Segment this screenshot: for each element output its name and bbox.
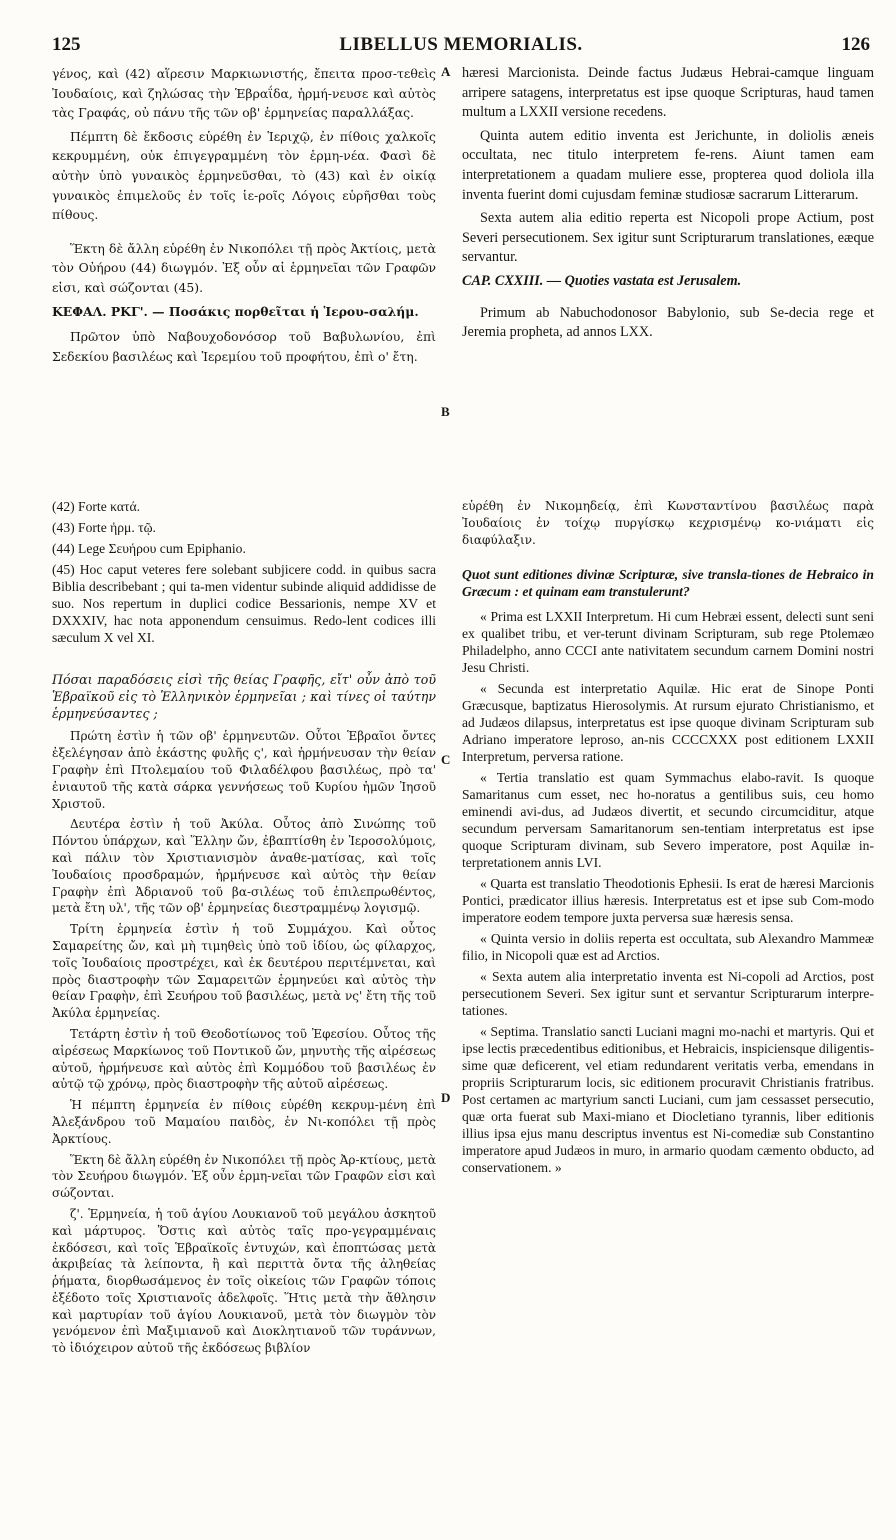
greek-paragraph: Δευτέρα ἐστὶν ἡ τοῦ Ἀκύλα. Οὗτος ἀπὸ Σινώπης τοῦ Πόντου ὑπάρχων, καὶ Ἕλλην ὤν, ἐβαπτίσθη ἐν Ἱεροσολύμοις, καὶ πάλιν τὸν Χριστιανισμὸν ἀναθε-ματίσας, καὶ τοῖς Ἰουδαίοις προσδραμών, ἡρμήνευσε καὶ αὐτὸς τὴν θείαν Γραφὴν ἐπὶ Ἀδριανοῦ τοῦ βα-σιλέως τοῦ ἐπιλεπρωθέντος, μετὰ ἔτη υλ', τῆς τῶν οβ' ἑρμηνείας διεστραμμένῳ λογισμῷ. [52, 817, 436, 916]
bottom-greek-column [52, 672, 436, 1361]
greek-paragraph: ζ'. Ἑρμηνεία, ἡ τοῦ ἁγίου Λουκιανοῦ τοῦ μεγάλου ἀσκητοῦ καὶ μάρτυρος. Ὅστις καὶ αὐτὸς ταῖς προ-γεγραμμέναις ἐκδόσεσι, καὶ τοῖς Ἑβραϊκοῖς ἐντυχών, καὶ ἐποπτώσας μετὰ ἀκριβείας τὰ λείποντα, ἢ καὶ περιττὰ ὄντα τῆς ἀληθείας ῥήματα, διορθωσάμενος ἐν τοῖς οἰκείοις τῶν Γραφῶν τόποις ἐξέδοτο τοῖς Χριστιανοῖς ἀδελφοῖς. Ἥτις μετὰ τὴν ἄθλησιν καὶ μαρτυρίαν τοῦ ἁγίου Λουκιανοῦ, μετὰ τὸν διωγμὸν τὸν γενόμενον ἐπὶ Μαξιμιανοῦ καὶ Διοκλητιανοῦ τῶν τυράννων, τὸ ἰδιόχειρον αὐτοῦ τῆς ἐκδόσεως βιβλίον [52, 1206, 436, 1356]
greek-paragraph: Ἡ πέμπτη ἑρμηνεία ἐν πίθοις εὑρέθη κεκρυμ-μένη ἐπὶ Ἀλεξάνδρου τοῦ Μαμαίου παιδὸς, ἐν Νι-κοπόλει τῇ πρὸς Ἀρκτίους. [52, 1098, 436, 1146]
margin-marker-d: D [441, 1090, 451, 1105]
greek-paragraph: γένος, καὶ (42) αἵρεσιν Μαρκιωνιστής, ἔπειτα προσ-τεθεὶς Ἰουδαίοις, καὶ ζηλώσας τὴν Ἑβραΐδα, ἡρμή-νευσε καὶ αὐτὸς τὰς Γραφάς, οὐ πάνυ τῆς τῶν οβ' ἑρμηνείας παραλλάξας. [52, 66, 436, 121]
greek-paragraph: Ἕκτη δὲ ἄλλη εὑρέθη ἐν Νικοπόλει τῇ πρὸς Ἀκτίοις, μετὰ τὸν Οὐήρου (44) διωγμόν. Ἐξ οὖν αἱ ἑρμηνεῖαι τῶν Γραφῶν εἰσι, καὶ σώζονται (45). [52, 240, 436, 295]
top-latin-column [462, 64, 874, 347]
greek-section-heading: Πόσαι παραδόσεις εἰσὶ τῆς θείας Γραφῆς, εἴτ' οὖν ἀπὸ τοῦ Ἑβραϊκοῦ εἰς τὸ Ἑλληνικὸν ἑρμηνεῖαι ; καὶ τίνες οἱ ταύτην ἑρμηνεύσαντες ; [52, 672, 436, 721]
latin-paragraph: « Sexta autem alia interpretatio inventa est Ni-copoli ad Arctios, post persecutionem Severi. Sex igitur sunt et servantur Scripturarum interpre-tationes. [462, 969, 874, 1018]
footnotes [52, 498, 436, 650]
latin-paragraph: « Quarta est translatio Theodotionis Ephesii. Is erat de hæresi Marcionis Pontici, prædicator illius hæresis. Interpretatus est et ipse sub Com-modo imperatore eodem tempore juxta perversa suæ hæresis sensa. [462, 876, 874, 925]
running-header [52, 34, 870, 58]
bottom-latin-column [462, 566, 874, 1180]
top-greek-column [52, 64, 436, 370]
latin-section-heading: Quot sunt editiones divinæ Scripturæ, sive transla-tiones de Hebraico in Græcum : et quinam eam transtulerunt? [462, 567, 874, 599]
greek-paragraph: Πέμπτη δὲ ἔκδοσις εὑρέθη ἐν Ἱεριχῷ, ἐν πίθοις χαλκοῖς κεκρυμμένη, οὐκ ἐπιγεγραμμένη τὸν ἑρμη-νέα. Φασὶ δὲ αὐτὴν ὑπὸ γυναικὸς ἑρμηνεῦσθαι, τὸ (43) καὶ ἐν οἰκίᾳ γυναικὸς ἐπιμελοῦς ἐν τοῖς ἱε-ροῖς Λόγοις εὑρῆσθαι τοὺς πίθους. [52, 128, 436, 223]
footnote: (42) Forte κατά. [52, 499, 140, 514]
margin-marker-b: B [441, 404, 450, 419]
latin-paragraph: hæresi Marcionista. Deinde factus Judæus Hebrai-camque linguam arripere satagens, interpretatus est ipse quoque Scripturas, haud tamen multum a LXXII versione recedens. [462, 65, 874, 121]
latin-paragraph: « Secunda est interpretatio Aquilæ. Hic erat de Sinope Ponti Græcusque, baptizatus Hierosolymis. At rursum ejurato Christianismo, et ad Judæos dilapsus, interpretatus est ipse quoque divinam Scripturam sub Adriano imperatore leproso, an-nis CCCCXXX post editionem LXXII Interpretum, perversa ratione. [462, 681, 874, 764]
footnote: (44) Lege Σευήρου cum Epiphanio. [52, 541, 246, 556]
greek-paragraph: Πρώτη ἐστὶν ἡ τῶν οβ' ἑρμηνευτῶν. Οὗτοι Ἑβραῖοι ὄντες ἐξελέγησαν ἀπὸ ἑκάστης φυλῆς ς', καὶ ἡρμήνευσαν τὴν θείαν Γραφὴν ἐπὶ Πτολεμαίου τοῦ Φιλαδέλφου βασιλέως, πρὸ τα' ἐνιαυτοῦ τῆς κατὰ σάρκα γεννήσεως τοῦ Κυρίου ἡμῶν Ἰησοῦ Χριστοῦ. [52, 729, 436, 811]
greek-continuation: εὑρέθη ἐν Νικομηδείᾳ, ἐπὶ Κωνσταντίνου βασιλέως παρὰ Ἰουδαίοις ἐν τοίχῳ πυργίσκῳ κεχρισμένῳ κο-νιάματι εἰς διαφύλαξιν. [462, 499, 874, 547]
latin-chapter-heading: CAP. CXXIII. — Quoties vastata est Jerusalem. [462, 272, 742, 289]
footnote: (45) Hoc caput veteres fere solebant subjicere codd. in quibus sacra Biblia describebant ; qui ta-men videntur subinde aliquid addidisse de suo. Nos repertum in duplici codice Bessarionis, nempe XV et DXXXIV, hac nota apponendum censuimus. Redo-lent codices illi sæculum X vel XI. [52, 562, 436, 645]
latin-paragraph: « Quinta versio in doliis reperta est occultata, sub Alexandro Mammeæ filio, in Nicopoli quæ est ad Arctios. [462, 931, 874, 963]
page-number-left: 125 [52, 34, 81, 55]
greek-paragraph: Τρίτη ἑρμηνεία ἐστὶν ἡ τοῦ Συμμάχου. Καὶ οὗτος Σαμαρείτης ὤν, καὶ μὴ τιμηθεὶς ὑπὸ τοῦ ἰδίου, ὡς φίλαρχος, τοῖς Ἰουδαίοις προστρέχει, καὶ ἐκ δευτέρου περιτέμνεται, καὶ πρὸς διαστροφὴν τῶν Σαμαρειτῶν ἑρμηνεύει καὶ αὐτὸς τὴν θείαν Γραφὴν, ἐπὶ Σευήρου τοῦ βασιλέως, μετὰ νς' ἔτη τῆς τοῦ Ἀκύλα ἑρμηνείας. [52, 922, 436, 1021]
greek-paragraph: Πρῶτον ὑπὸ Ναβουχοδονόσορ τοῦ Βαβυλωνίου, ἐπὶ Σεδεκίου βασιλέως καὶ Ἱερεμίου τοῦ προφήτου, ἐπὶ ο' ἔτη. [52, 329, 436, 364]
latin-paragraph: Quinta autem editio inventa est Jerichunte, in doliolis æneis occultata, nec titulo interpretem fe-rens. Aiunt tamen eam interpretationem a quadam muliere esse, propterea quod doliola illa inventa fuerint domi cujusdam feminæ studiosæ sacrarum Litterarum. [462, 127, 874, 203]
latin-paragraph: Sexta autem alia editio reperta est Nicopoli prope Actium, post Severi persecutionem. Sex igitur sunt Scripturarum translationes, eæque servantur. [462, 210, 874, 266]
latin-paragraph: « Prima est LXXII Interpretum. Hi cum Hebræi essent, delecti sunt seni ex qualibet tribu, et ver-terunt divinam Scripturam, sub rege Ptolemæo Philadelpho, anno CCCI ante nativitatem secundum carnem Domini nostri Jesu Christi. [462, 609, 874, 675]
greek-paragraph: Ἕκτη δὲ ἄλλη εὑρέθη ἐν Νικοπόλει τῇ πρὸς Ἀρ-κτίους, μετὰ τὸν Σευήρου διωγμόν. Ἐξ οὖν ἑρμη-νεῖαι τῶν Γραφῶν εἰσι καὶ σώζονται. [52, 1152, 436, 1201]
latin-paragraph: « Tertia translatio est quam Symmachus elabo-ravit. Is quoque Samaritanus cum esset, nec ho-noratus a gentilibus suis, ceu homo eminendi avi-dus, ad Judæos divertit, et secundo circumciditur, atque secundum perversam Samaritanorum sen-tentiam interpretatus est ipse quoque Scripturam divinam, sub Severo imperatore, post Aquilæ in-terpretationem annis LVI. [462, 770, 874, 870]
footnote: (43) Forte ἠρμ. τῷ. [52, 520, 156, 535]
bottom-right-greek [462, 498, 874, 552]
latin-paragraph: « Septima. Translatio sancti Luciani magni mo-nachi et martyris. Qui et ipse lectis præcedentibus editionibus, et Hebraicis, inspiciensque diligentis-sime quæ deficerent, vel etiam redundarent veritatis verba, emendans in propriis Scripturarum locis, sic editionem procuravit Christianis fratribus. Post certamen ac martyrium sancti Luciani, cum jam cessasset persecutio, quæ orta fuerat sub Maxi-miano et Diocletiano tyrannis, liber editionis illius ipsa ejus manu descriptus inventus est Ni-comediæ sub Constantino imperatore apud Judæos in muro, in armario quodam cæmento obducto, ad conservationem. » [462, 1024, 874, 1175]
greek-chapter-heading: ΚΕΦΑΛ. ΡΚΓ'. — Ποσάκις πορθεῖται ἡ Ἱερου-σαλήμ. [52, 303, 419, 319]
margin-marker-c: C [441, 752, 451, 767]
running-title: LIBELLUS MEMORIALIS. [339, 34, 583, 55]
margin-marker-a: A [441, 64, 451, 79]
page-number-right: 126 [841, 34, 870, 55]
greek-paragraph: Τετάρτη ἐστὶν ἡ τοῦ Θεοδοτίωνος τοῦ Ἐφεσίου. Οὗτος τῆς αἱρέσεως Μαρκίωνος τοῦ Ποντικοῦ ὤν, μηνυτὴς τῆς αἱρέσεως αὐτοῦ, ἡρμήνευσε καὶ αὐτὸς ἐπὶ Κομμόδου τοῦ βασιλέως ἐν αὐτῷ τῷ χρόνῳ, πρὸς διαστροφὴν τῆς αὐτοῦ αἱρέσεως. [52, 1026, 436, 1092]
latin-paragraph: Primum ab Nabuchodonosor Babylonio, sub Se-decia rege et Jeremia propheta, ad annos LXX. [462, 304, 874, 341]
